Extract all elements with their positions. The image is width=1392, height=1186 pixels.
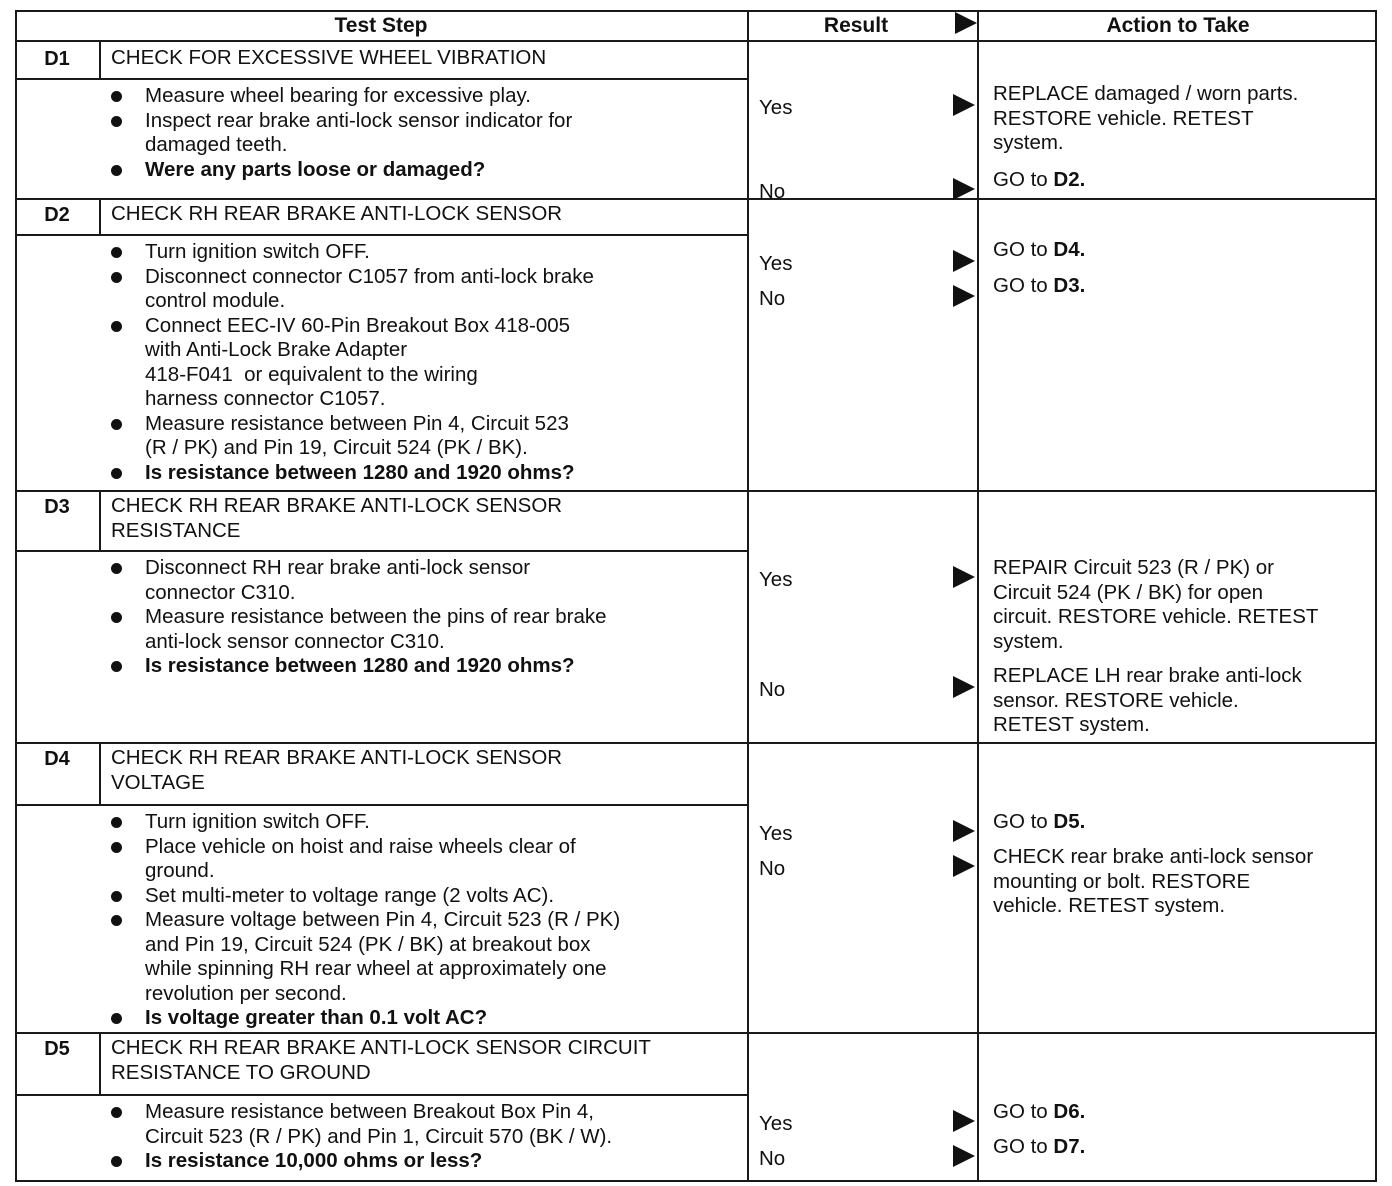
step-text: Measure resistance between Pin 4, Circuit 523 (R / PK) and Pin 19, Circuit 524 (PK / BK). xyxy=(145,411,569,459)
row-title-border xyxy=(15,550,747,552)
goto-step-ref: D6. xyxy=(1053,1100,1086,1123)
bullet-icon xyxy=(111,1013,122,1024)
step-item xyxy=(111,908,620,1006)
row-title-border xyxy=(15,1094,747,1096)
bullet-icon xyxy=(111,91,122,102)
bullet-icon xyxy=(111,272,122,283)
bullet-icon xyxy=(111,817,122,828)
action-text xyxy=(993,82,1298,156)
result-arrow-icon xyxy=(953,676,975,698)
result-arrow-icon xyxy=(953,178,975,200)
action-label: CHECK rear brake anti-lock sensor mounting or bolt. RESTORE vehicle. RETEST system. xyxy=(993,845,1314,917)
row-title-border xyxy=(15,78,747,80)
action-text xyxy=(993,238,1085,263)
action-label: GO to xyxy=(993,810,1054,833)
step-text: Place vehicle on hoist and raise wheels clear of ground. xyxy=(145,834,576,882)
step-id: D1 xyxy=(44,48,70,70)
result-label: No xyxy=(759,678,786,701)
result-label: Yes xyxy=(759,1112,793,1135)
step-item xyxy=(111,835,620,884)
step-title: CHECK RH REAR BRAKE ANTI-LOCK SENSOR xyxy=(111,202,563,225)
step-text: Disconnect connector C1057 from anti-lock brake control module. xyxy=(145,264,594,312)
action-label: GO to xyxy=(993,1135,1054,1158)
action-text xyxy=(993,810,1085,835)
action-label: GO to xyxy=(993,1100,1054,1123)
step-item xyxy=(111,109,572,158)
action-label: GO to xyxy=(993,238,1054,261)
bullet-icon xyxy=(111,891,122,902)
action-label: REPLACE damaged / worn parts. RESTORE vehicle. RETEST system. xyxy=(993,82,1299,154)
bullet-icon xyxy=(111,661,122,672)
result-arrow-icon xyxy=(953,820,975,842)
step-list xyxy=(111,240,594,485)
step-item xyxy=(111,1149,612,1174)
step-item xyxy=(111,240,594,265)
header-bottom-border xyxy=(15,40,1377,42)
step-list xyxy=(111,84,572,182)
row-id-divider xyxy=(99,1032,101,1094)
step-item xyxy=(111,810,620,835)
step-text: Measure voltage between Pin 4, Circuit 523 (R / PK) and Pin 19, Circuit 524 (PK / BK) at breakout box while spinning RH rear wheel at approximately one revolution per second. xyxy=(145,908,621,1005)
row-title-border xyxy=(15,804,747,806)
result-column-divider xyxy=(747,10,749,1182)
action-label: GO to xyxy=(993,274,1054,297)
result-arrow-icon xyxy=(953,94,975,116)
step-item xyxy=(111,158,572,183)
bullet-icon xyxy=(111,419,122,430)
step-text: Measure wheel bearing for excessive play. xyxy=(145,84,531,107)
bullet-icon xyxy=(111,165,122,176)
result-arrow-icon xyxy=(953,250,975,272)
result-label: No xyxy=(759,857,786,880)
step-text: Measure resistance between Breakout Box Pin 4, Circuit 523 (R / PK) and Pin 1, Circuit 570 (BK / W). xyxy=(145,1100,613,1148)
result-arrow-icon xyxy=(953,1145,975,1167)
header-result: Result xyxy=(823,14,889,37)
bullet-icon xyxy=(111,116,122,127)
step-text: Is voltage greater than 0.1 volt AC? xyxy=(145,1006,488,1029)
result-label: No xyxy=(759,287,786,310)
action-label: REPAIR Circuit 523 (R / PK) or Circuit 524 (PK / BK) for open circuit. RESTORE vehicle. RETEST system. xyxy=(993,556,1319,653)
result-label: Yes xyxy=(759,96,793,119)
step-text: Turn ignition switch OFF. xyxy=(145,810,370,833)
step-id: D4 xyxy=(44,748,70,770)
step-item xyxy=(111,314,594,412)
step-text: Is resistance 10,000 ohms or less? xyxy=(145,1149,483,1172)
row-id-divider xyxy=(99,742,101,804)
result-label: No xyxy=(759,180,786,203)
step-list xyxy=(111,556,607,679)
result-arrow-icon xyxy=(953,1110,975,1132)
step-item xyxy=(111,605,607,654)
step-item xyxy=(111,84,572,109)
result-arrow-icon xyxy=(953,855,975,877)
table-right-border xyxy=(1375,10,1377,1182)
step-text: Disconnect RH rear brake anti-lock sensor connector C310. xyxy=(145,556,531,604)
goto-step-ref: D4. xyxy=(1053,238,1086,261)
header-action: Action to Take xyxy=(1106,14,1250,37)
goto-step-ref: D5. xyxy=(1053,810,1086,833)
bullet-icon xyxy=(111,468,122,479)
action-column-divider xyxy=(977,10,979,1182)
action-text xyxy=(993,664,1302,738)
action-text xyxy=(993,556,1318,654)
step-text: Measure resistance between the pins of rear brake anti-lock sensor connector C310. xyxy=(145,605,607,653)
step-text: Turn ignition switch OFF. xyxy=(145,240,370,263)
action-text xyxy=(993,168,1085,193)
header-test-step: Test Step xyxy=(334,14,428,37)
table-left-border xyxy=(15,10,17,1182)
result-label: Yes xyxy=(759,252,793,275)
step-id: D3 xyxy=(44,496,70,518)
step-title: CHECK RH REAR BRAKE ANTI-LOCK SENSOR VOLTAGE xyxy=(111,746,563,794)
bullet-icon xyxy=(111,321,122,332)
step-title: CHECK RH REAR BRAKE ANTI-LOCK SENSOR CIRCUIT RESISTANCE TO GROUND xyxy=(111,1036,651,1084)
diagnostic-table xyxy=(15,10,1377,1182)
action-text xyxy=(993,274,1085,299)
bullet-icon xyxy=(111,1156,122,1167)
row-bottom-border xyxy=(15,1032,1377,1034)
action-text xyxy=(993,1100,1085,1125)
step-item xyxy=(111,654,607,679)
goto-step-ref: D2. xyxy=(1053,168,1086,191)
step-list xyxy=(111,810,620,1031)
step-item xyxy=(111,412,594,461)
table-top-border xyxy=(15,10,1377,12)
row-bottom-border xyxy=(15,198,1377,200)
result-label: Yes xyxy=(759,822,793,845)
result-arrow-icon xyxy=(953,566,975,588)
step-list xyxy=(111,1100,612,1174)
step-text: Set multi-meter to voltage range (2 volts AC). xyxy=(145,883,555,907)
action-label: GO to xyxy=(993,168,1054,191)
row-id-divider xyxy=(99,490,101,550)
goto-step-ref: D7. xyxy=(1053,1135,1086,1158)
bullet-icon xyxy=(111,842,122,853)
step-item xyxy=(111,884,620,909)
step-text: Connect EEC-IV 60-Pin Breakout Box 418-005 with Anti-Lock Brake Adapter 418-F041 or equivalent to the wiring harness connector C1057. xyxy=(145,313,571,410)
header-arrow-icon xyxy=(955,12,977,34)
bullet-icon xyxy=(111,1107,122,1118)
row-id-divider xyxy=(99,42,101,78)
step-text: Is resistance between 1280 and 1920 ohms? xyxy=(145,460,575,484)
action-text xyxy=(993,845,1313,919)
bullet-icon xyxy=(111,915,122,926)
bullet-icon xyxy=(111,247,122,258)
action-text xyxy=(993,1135,1085,1160)
step-item xyxy=(111,556,607,605)
row-bottom-border xyxy=(15,490,1377,492)
step-item xyxy=(111,1006,620,1031)
step-text: Is resistance between 1280 and 1920 ohms? xyxy=(145,654,575,677)
step-title: CHECK RH REAR BRAKE ANTI-LOCK SENSOR RESISTANCE xyxy=(111,494,563,542)
step-item xyxy=(111,1100,612,1149)
row-bottom-border xyxy=(15,1180,1377,1182)
step-item xyxy=(111,265,594,314)
result-label: Yes xyxy=(759,568,793,591)
result-arrow-icon xyxy=(953,285,975,307)
step-item xyxy=(111,461,594,486)
step-text: Inspect rear brake anti-lock sensor indicator for damaged teeth. xyxy=(145,108,573,156)
bullet-icon xyxy=(111,563,122,574)
action-label: REPLACE LH rear brake anti-lock sensor. RESTORE vehicle. RETEST system. xyxy=(993,664,1302,736)
step-id: D5 xyxy=(44,1038,70,1060)
result-label: No xyxy=(759,1147,786,1170)
row-bottom-border xyxy=(15,742,1377,744)
row-id-divider xyxy=(99,198,101,234)
step-title: CHECK FOR EXCESSIVE WHEEL VIBRATION xyxy=(111,46,547,69)
goto-step-ref: D3. xyxy=(1053,274,1086,297)
step-id: D2 xyxy=(44,204,70,226)
row-title-border xyxy=(15,234,747,236)
bullet-icon xyxy=(111,612,122,623)
step-text: Were any parts loose or damaged? xyxy=(145,157,486,181)
